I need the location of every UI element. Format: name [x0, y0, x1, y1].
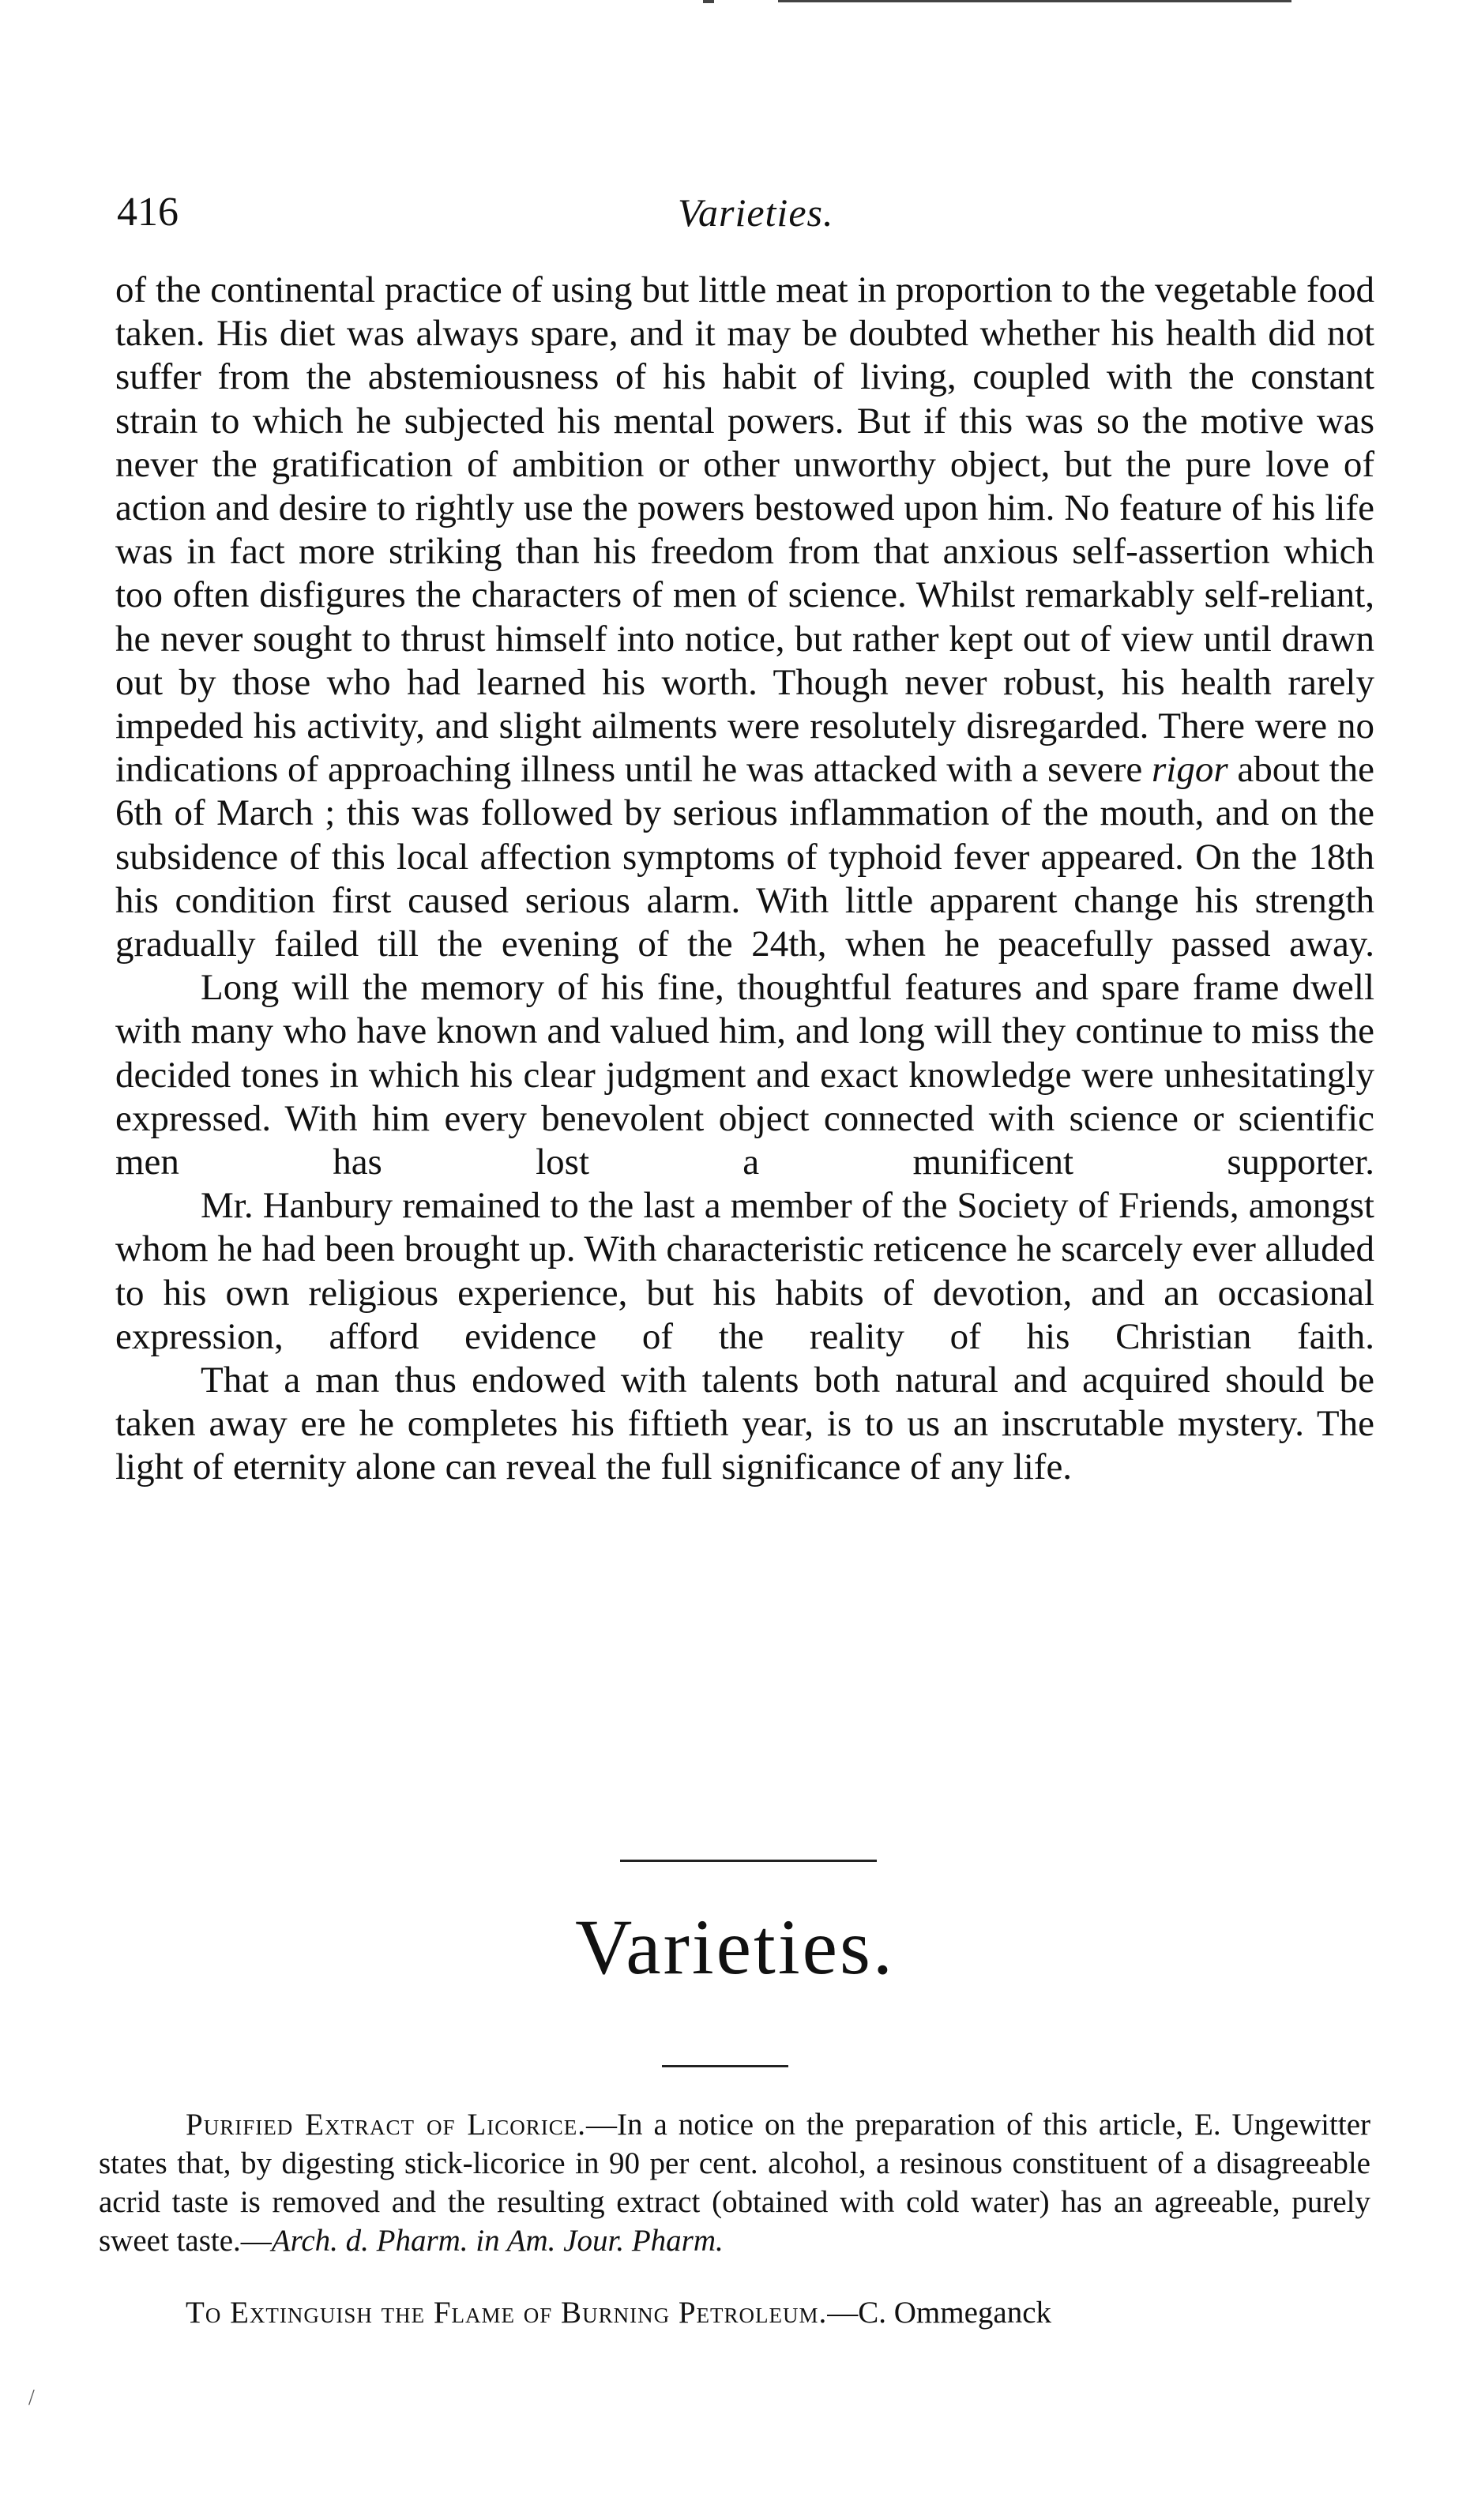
- variety-item-licorice-body: —In a notice on the preparation of this article, E. Ungewitter states that, by digesting stick-licorice in 90 per cent. alcohol, a resinous constituent of a disagreeable acrid taste is removed and the resulting extract (obtained with cold water) has an agreeable, purely sweet taste.—: [99, 2108, 1370, 2258]
- section-title: Varieties.: [575, 1903, 895, 1991]
- obituary-paragraph-1: [115, 269, 1374, 966]
- top-edge-rule: [778, 0, 1291, 2]
- obituary-paragraph-3: Mr. Hanbury remained to the last a member of the Society of Friends, amongst whom he had been brought up. With characteristic reticence he scarcely ever alluded to his own religious experience, but his habits of devotion, and an occasional expression, afford evidence of the reality of his Christian faith.: [115, 1185, 1374, 1357]
- page-number: 416: [117, 190, 179, 235]
- section-divider-bottom: [662, 2065, 788, 2067]
- obituary-paragraph-1-text-a: of the continental practice of using but little meat in proportion to the vegetable food taken. His diet was always spare, and it may be doubted whether his health did not suffer from the abstemiousness of his habit of living, coupled with the constant strain to which he subjected his mental powers. But if this was so the motive was never the gratification of ambition or other unworthy object, but the pure love of action and desire to rightly use the powers bestowed upon him. No feature of his life was in fact more striking than his freedom from that anxious self-assertion which too often disfigures the characters of men of science. Whilst remarkably self-reliant, he never sought to thrust himself into notice, but rather kept out of view until drawn out by those who had learned his worth. Though never robust, his health rarely impeded his activity, and slight ailments were resolutely disregarded. There were no indications of approaching illness until he was attacked with a severe: [115, 269, 1374, 791]
- obituary-paragraph-1-text-b: about the 6th of March ; this was followed by serious inflammation of the mouth, and on the subsidence of this local affection symptoms of typhoid fever appeared. On the 18th his condition first caused serious alarm. With little apparent change his strength gradually failed till the evening of the 24th, when he peacefully passed away.: [115, 749, 1375, 965]
- running-head: Varieties.: [678, 190, 834, 235]
- page-header: [117, 185, 1381, 240]
- obituary-text: [115, 269, 1374, 1490]
- section-divider-top: [620, 1860, 877, 1862]
- variety-item-petroleum-heading: To Extinguish the Flame of Burning Petroleum.: [186, 2296, 828, 2330]
- varieties-text: [99, 2105, 1370, 2332]
- obituary-paragraph-1-italic: rigor: [1151, 749, 1228, 791]
- obituary-paragraph-2: Long will the memory of his fine, thoughtful features and spare frame dwell with many who have known and valued him, and long will they continue to miss the decided tones in which his clear judgment and exact knowledge were unhesitatingly expressed. With him every benevolent object connected with science or scientific men has lost a munificent supporter.: [115, 967, 1374, 1183]
- variety-item-licorice-source: Arch. d. Pharm. in Am. Jour. Pharm.: [271, 2224, 724, 2258]
- variety-item-licorice-heading: Purified Extract of Licorice.: [186, 2108, 586, 2142]
- obituary-paragraph-4: That a man thus endowed with talents both natural and acquired should be taken away ere he completes his fiftieth year, is to us an inscrutable mystery. The light of eternity alone can reveal the full significance of any life.: [115, 1360, 1374, 1488]
- variety-item-licorice: [99, 2105, 1370, 2260]
- margin-mark: /: [28, 2386, 35, 2410]
- variety-item-petroleum-body: —C. Ommeganck: [827, 2296, 1052, 2330]
- top-edge-mark: [703, 0, 714, 3]
- variety-item-petroleum: [99, 2293, 1370, 2332]
